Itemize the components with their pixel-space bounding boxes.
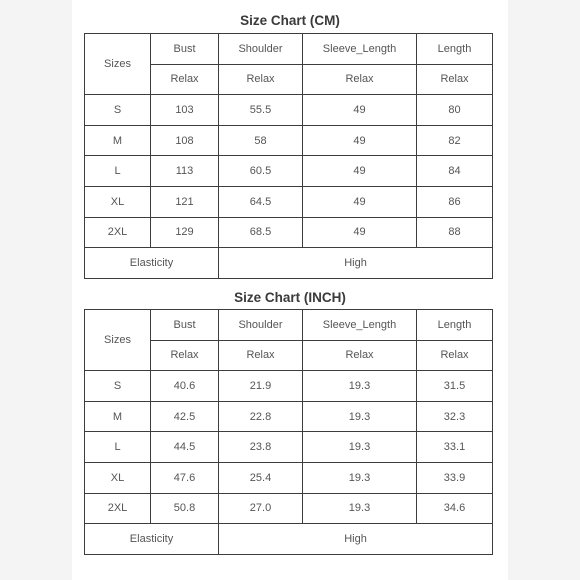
shoulder-cell: 60.5 <box>219 156 303 187</box>
sleeve-cell: 19.3 <box>303 371 417 402</box>
bust-cell: 103 <box>151 95 219 126</box>
sleeve-cell: 19.3 <box>303 462 417 493</box>
length-header: Length <box>417 310 493 341</box>
bust-cell: 47.6 <box>151 462 219 493</box>
table-row <box>85 217 493 248</box>
sleeve-cell: 19.3 <box>303 432 417 463</box>
bust-cell: 40.6 <box>151 371 219 402</box>
size-cell: 2XL <box>85 217 151 248</box>
shoulder-cell: 55.5 <box>219 95 303 126</box>
elasticity-label: Elasticity <box>85 248 219 279</box>
length-cell: 33.1 <box>417 432 493 463</box>
bust-cell: 42.5 <box>151 401 219 432</box>
table-row <box>85 432 493 463</box>
sleeve-fit: Relax <box>303 340 417 371</box>
length-cell: 88 <box>417 217 493 248</box>
size-cell: M <box>85 401 151 432</box>
sleeve-length-header: Sleeve_Length <box>303 310 417 341</box>
length-fit: Relax <box>417 64 493 95</box>
sleeve-cell: 49 <box>303 95 417 126</box>
length-cell: 80 <box>417 95 493 126</box>
sleeve-cell: 49 <box>303 156 417 187</box>
sleeve-length-header: Sleeve_Length <box>303 34 417 65</box>
sleeve-cell: 19.3 <box>303 401 417 432</box>
size-cell: M <box>85 125 151 156</box>
elasticity-value: High <box>219 248 493 279</box>
sizes-header: Sizes <box>85 34 151 95</box>
table-row <box>85 371 493 402</box>
size-cell: 2XL <box>85 493 151 524</box>
elasticity-row <box>85 248 493 279</box>
size-cell: L <box>85 432 151 463</box>
shoulder-cell: 23.8 <box>219 432 303 463</box>
length-fit: Relax <box>417 340 493 371</box>
bust-cell: 108 <box>151 125 219 156</box>
length-cell: 86 <box>417 186 493 217</box>
size-cell: L <box>85 156 151 187</box>
table-row <box>85 125 493 156</box>
table-row <box>85 186 493 217</box>
table-row <box>85 462 493 493</box>
bust-cell: 121 <box>151 186 219 217</box>
size-cell: XL <box>85 186 151 217</box>
table-row <box>85 493 493 524</box>
shoulder-cell: 64.5 <box>219 186 303 217</box>
bust-cell: 113 <box>151 156 219 187</box>
length-cell: 32.3 <box>417 401 493 432</box>
length-cell: 82 <box>417 125 493 156</box>
sizes-header: Sizes <box>85 310 151 371</box>
shoulder-fit: Relax <box>219 64 303 95</box>
size-chart-cm-table <box>84 33 493 279</box>
sleeve-cell: 49 <box>303 186 417 217</box>
shoulder-cell: 27.0 <box>219 493 303 524</box>
bust-header: Bust <box>151 310 219 341</box>
bust-cell: 129 <box>151 217 219 248</box>
header-row <box>85 34 493 65</box>
size-cell: S <box>85 95 151 126</box>
bust-fit: Relax <box>151 64 219 95</box>
table-row <box>85 95 493 126</box>
shoulder-cell: 25.4 <box>219 462 303 493</box>
size-cell: XL <box>85 462 151 493</box>
length-cell: 84 <box>417 156 493 187</box>
size-chart-inch-table <box>84 309 493 555</box>
shoulder-cell: 22.8 <box>219 401 303 432</box>
sleeve-cell: 19.3 <box>303 493 417 524</box>
length-cell: 33.9 <box>417 462 493 493</box>
shoulder-cell: 21.9 <box>219 371 303 402</box>
shoulder-fit: Relax <box>219 340 303 371</box>
elasticity-row <box>85 524 493 555</box>
sleeve-cell: 49 <box>303 217 417 248</box>
shoulder-cell: 68.5 <box>219 217 303 248</box>
size-cell: S <box>85 371 151 402</box>
shoulder-header: Shoulder <box>219 310 303 341</box>
table-row <box>85 156 493 187</box>
shoulder-header: Shoulder <box>219 34 303 65</box>
length-cell: 31.5 <box>417 371 493 402</box>
header-row <box>85 310 493 341</box>
size-chart-cm-title: Size Chart (CM) <box>240 13 340 28</box>
sleeve-fit: Relax <box>303 64 417 95</box>
sleeve-cell: 49 <box>303 125 417 156</box>
bust-cell: 44.5 <box>151 432 219 463</box>
bust-fit: Relax <box>151 340 219 371</box>
bust-cell: 50.8 <box>151 493 219 524</box>
table-row <box>85 401 493 432</box>
bust-header: Bust <box>151 34 219 65</box>
elasticity-value: High <box>219 524 493 555</box>
size-chart-inch-title: Size Chart (INCH) <box>234 290 346 305</box>
length-header: Length <box>417 34 493 65</box>
shoulder-cell: 58 <box>219 125 303 156</box>
elasticity-label: Elasticity <box>85 524 219 555</box>
length-cell: 34.6 <box>417 493 493 524</box>
